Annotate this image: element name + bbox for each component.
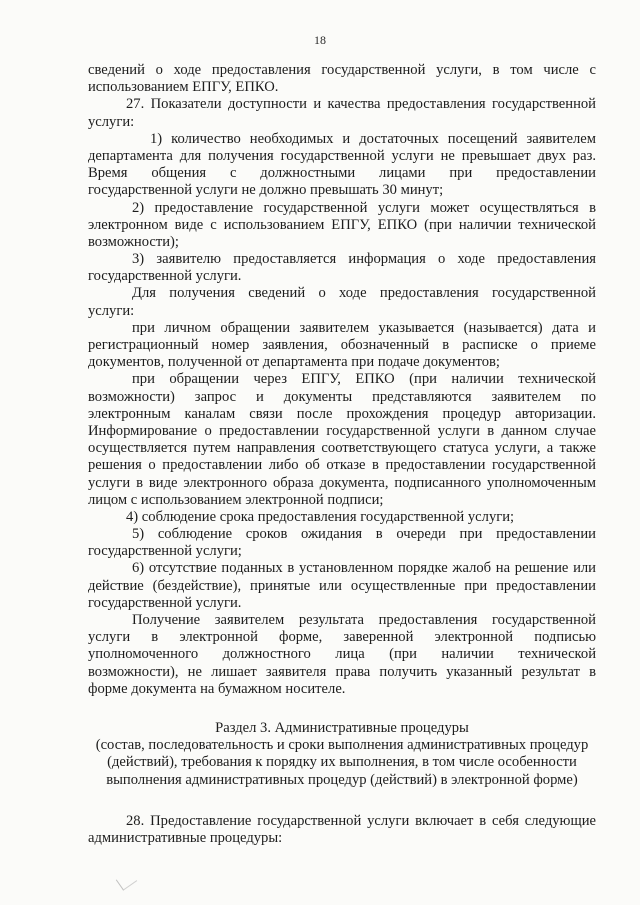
text-line: при личном обращении заявителем указывается (называется) дата и [132,319,596,336]
text-line: Для получения сведений о ходе предоставления государственной [132,285,596,302]
text-line: возможности), не лишает заявителя права получить указанный результат в [88,663,596,680]
text-line: государственной услуги не должно превышать 30 минут; [88,182,444,199]
text-line: 4) соблюдение срока предоставления государственной услуги; [126,508,515,525]
text-line: возможности); [88,233,179,250]
text-line: 27. Показатели доступности и качества предоставления государственной [126,96,596,113]
text-line: услуги: [88,113,135,130]
text-line: Время общения с должностными лицами при предоставлении [88,165,596,182]
text-line: при обращении через ЕПГУ, ЕПКО (при наличии технической [132,371,596,388]
text-line: Информирование о предоставлении государственной услуги в данном случае [88,422,596,439]
text-line: 28. Предоставление государственной услуги включает в себя следующие [126,812,596,829]
text-line: Раздел 3. Административные процедуры [215,719,469,736]
text-line: государственной услуги. [88,594,242,611]
text-line: возможности) запрос и документы представляются заявителем по [88,388,596,405]
text-line: государственной услуги; [88,543,242,560]
spacer [88,698,596,720]
text-line: 2) предоставление государственной услуги может осуществляться в [132,199,596,216]
text-line: 6) отсутствие поданных в установленном порядке жалоб на решение или [132,560,596,577]
text-line: (состав, последовательность и сроки выполнения административных процедур [95,737,589,754]
text-line: электронным каналам связи после прохождения процедур авторизации. [88,405,596,422]
text-line: услуги в электронной форме, заверенной электронной подписью [88,629,596,646]
text-line: услуги: [88,302,135,319]
text-line: сведений о ходе предоставления государственной услуги, в том числе с [88,62,596,78]
text-line: 3) заявителю предоставляется информация о ходе предоставления [132,251,596,268]
text-line: (действий), требования к порядку их выполнения, в том числе особенности [107,754,577,771]
text-line: департамента для получения государственной услуги не превышает двух раз. [88,147,596,164]
spacer [88,789,596,813]
text-line: уполномоченного должностного лица (при наличии технической [88,646,596,663]
text-line: выполнения административных процедур (действий) в электронной форме) [106,771,578,788]
text-line: Получение заявителем результата предоставления государственной [132,612,596,628]
text-line: лицом с использованием электронной подписи; [88,491,384,508]
page-number: 18 [314,33,326,47]
text-line: действие (бездействие), принятые или осуществленные при предоставлении [88,577,596,594]
text-line: форме документа на бумажном носителе. [88,680,346,697]
text-line: решения о предоставлении либо об отказе в предоставлении государственной [88,457,596,474]
document-body [88,62,596,847]
text-line: государственной услуги. [88,268,242,285]
text-line: регистрационный номер заявления, обозначенный в расписке о приеме [88,337,596,353]
text-line: использованием ЕПГУ, ЕПКО. [88,79,279,96]
text-line: 1) количество необходимых и достаточных посещений заявителем [150,130,596,147]
text-line: документов, полученной от департамента при подаче документов; [88,354,500,371]
text-line: услуги в виде электронного образа документа, подписанного уполномоченным [88,474,596,491]
text-line: административные процедуры: [88,829,283,846]
text-line: 5) соблюдение сроков ожидания в очереди при предоставлении [132,526,596,543]
scan-mark [116,870,137,890]
text-line: электронном виде с использованием ЕПГУ, ЕПКО (при наличии технической [88,216,596,233]
text-line: осуществляется путем направления соответствующего статуса услуги, а также [88,440,596,457]
